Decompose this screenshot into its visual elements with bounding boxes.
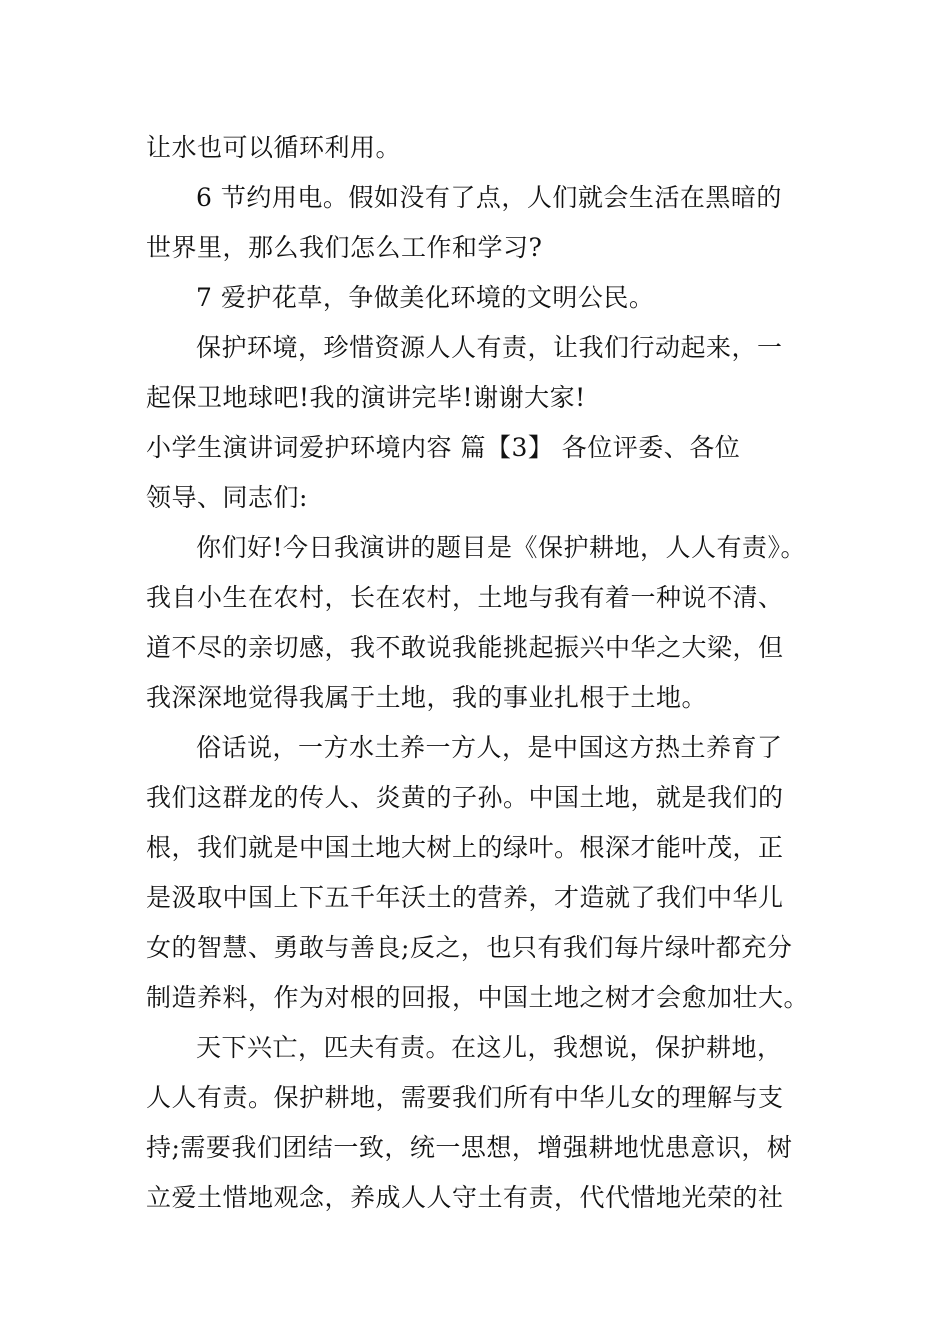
section-heading: 小学生演讲词爱护环境内容 篇【3】 各位评委、各位 bbox=[146, 433, 741, 462]
text-line: 我自小生在农村，长在农村，土地与我有着一种说不清、 bbox=[146, 583, 784, 612]
text-line: 立爱土惜地观念，养成人人守土有责，代代惜地光荣的社 bbox=[146, 1183, 784, 1212]
text-line: 保护环境，珍惜资源人人有责，让我们行动起来，一 bbox=[196, 333, 783, 362]
text-line: 你们好!今日我演讲的题目是《保护耕地，人人有责》。 bbox=[196, 533, 807, 562]
text-line: 人人有责。保护耕地，需要我们所有中华儿女的理解与支 bbox=[146, 1083, 784, 1112]
text-line: 道不尽的亲切感，我不敢说我能挑起振兴中华之大梁，但 bbox=[146, 633, 784, 662]
text-line: 世界里，那么我们怎么工作和学习? bbox=[146, 233, 543, 262]
text-line: 6 节约用电。假如没有了点，人们就会生活在黑暗的 bbox=[196, 183, 782, 212]
text-line: 根，我们就是中国土地大树上的绿叶。根深才能叶茂，正 bbox=[146, 833, 784, 862]
text-line: 我深深地觉得我属于土地，我的事业扎根于土地。 bbox=[146, 683, 708, 712]
text-line: 7 爱护花草，争做美化环境的文明公民。 bbox=[196, 283, 655, 312]
text-line: 持;需要我们团结一致，统一思想，增强耕地忧患意识，树 bbox=[146, 1133, 793, 1162]
text-line: 是汲取中国上下五千年沃土的营养，才造就了我们中华儿 bbox=[146, 883, 784, 912]
text-line: 领导、同志们: bbox=[146, 483, 308, 512]
text-line: 制造养料，作为对根的回报，中国土地之树才会愈加壮大。 bbox=[146, 983, 810, 1012]
text-line: 天下兴亡，匹夫有责。在这儿，我想说，保护耕地， bbox=[196, 1033, 783, 1062]
text-line: 女的智慧、勇敢与善良;反之，也只有我们每片绿叶都充分 bbox=[146, 933, 793, 962]
text-line: 我们这群龙的传人、炎黄的子孙。中国土地，就是我们的 bbox=[146, 783, 784, 812]
text-line: 俗话说，一方水土养一方人，是中国这方热土养育了 bbox=[196, 733, 783, 762]
text-line: 起保卫地球吧!我的演讲完毕!谢谢大家! bbox=[146, 383, 586, 412]
text-line: 让水也可以循环利用。 bbox=[146, 133, 402, 162]
